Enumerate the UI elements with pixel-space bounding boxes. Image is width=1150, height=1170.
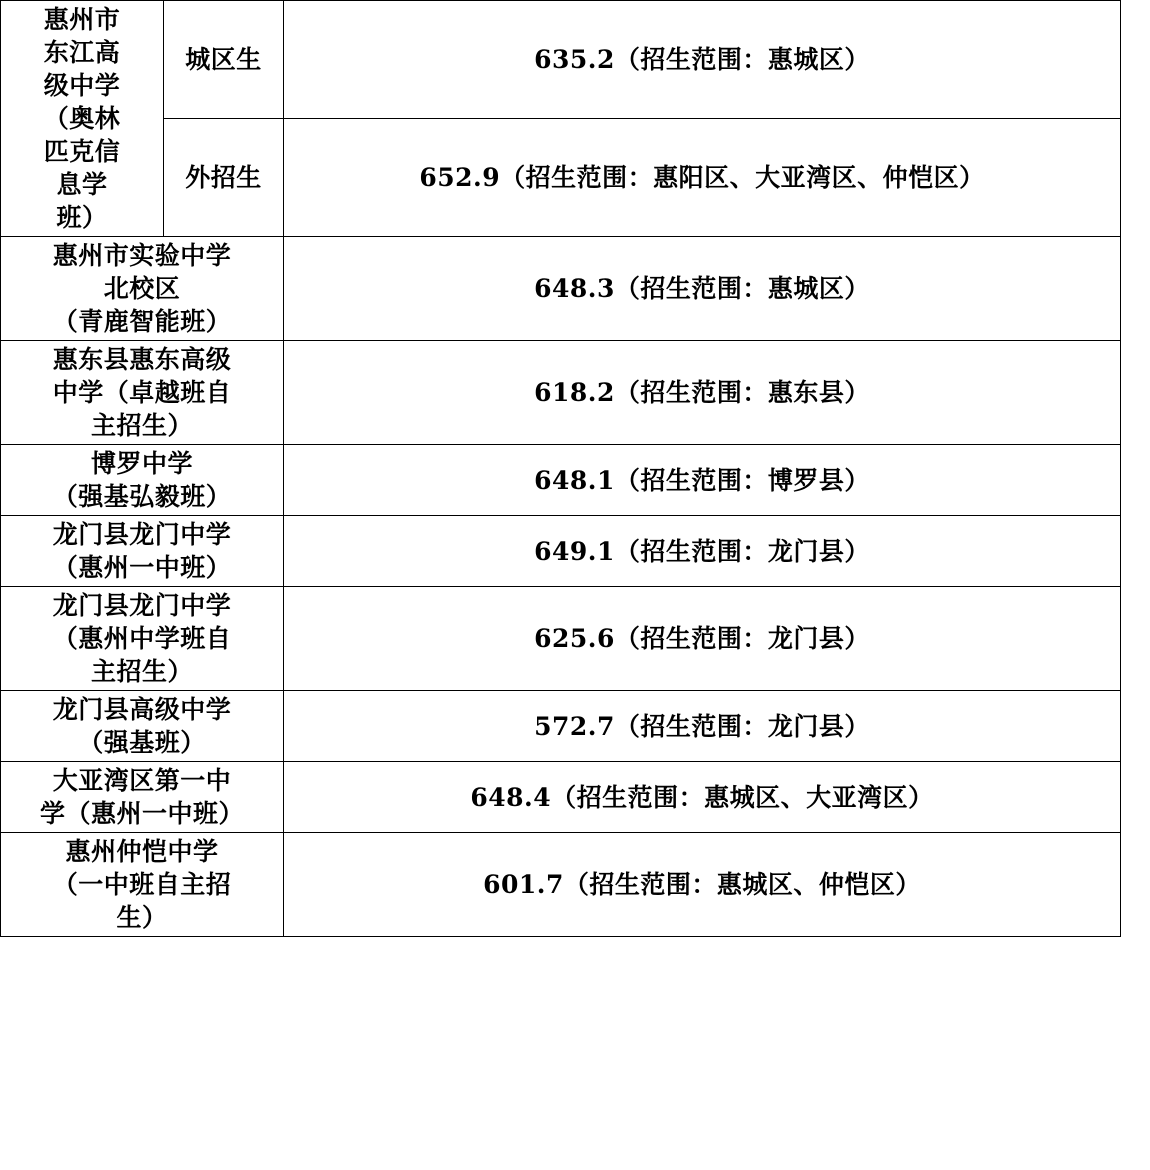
score-cell: 625.6（招生范围：龙门县） (284, 587, 1121, 691)
school-name-line: 级中学 (43, 71, 121, 100)
school-name-cell (1, 237, 284, 341)
school-name-line: 主招生） (90, 657, 193, 686)
school-name-cell (1, 341, 284, 445)
school-name-line: （强基弘毅班） (52, 482, 232, 511)
score-cell: 648.3（招生范围：惠城区） (284, 237, 1121, 341)
table-row (1, 445, 1121, 516)
table-row (1, 341, 1121, 445)
student-category-cell: 城区生 (164, 1, 284, 119)
school-name-line: 惠州市实验中学 (52, 241, 232, 270)
school-name-line: 惠州市 (43, 5, 121, 34)
school-name-line: 中学（卓越班自 (52, 378, 232, 407)
table-row (1, 237, 1121, 341)
school-name-cell (1, 516, 284, 587)
score-cell: 652.9（招生范围：惠阳区、大亚湾区、仲恺区） (284, 119, 1121, 237)
table-row (1, 119, 1121, 237)
table-row (1, 516, 1121, 587)
school-name-line: 龙门县龙门中学 (52, 520, 232, 549)
table-row (1, 587, 1121, 691)
score-cell: 635.2（招生范围：惠城区） (284, 1, 1121, 119)
school-name-line: （奥林 (43, 104, 121, 133)
school-name-line: 匹克信 (43, 137, 121, 166)
school-name-line: 龙门县龙门中学 (52, 591, 232, 620)
school-name-cell (1, 445, 284, 516)
school-name-line: （惠州中学班自 (52, 624, 232, 653)
school-name-cell (1, 587, 284, 691)
school-name-line: 惠州仲恺中学 (65, 837, 219, 866)
school-name-line: 博罗中学 (90, 449, 193, 478)
school-name-line: 息学 (56, 170, 108, 199)
school-name-line: 生） (116, 903, 168, 932)
school-name-cell (1, 1, 164, 237)
school-name-line: 北校区 (103, 274, 181, 303)
school-name-line: 主招生） (90, 411, 193, 440)
score-cell: 618.2（招生范围：惠东县） (284, 341, 1121, 445)
school-name-line: （强基班） (78, 728, 206, 757)
school-name-line: 东江高 (43, 38, 121, 67)
table-row (1, 1, 1121, 119)
score-cell: 601.7（招生范围：惠城区、仲恺区） (284, 833, 1121, 937)
school-name-line: 龙门县高级中学 (52, 695, 232, 724)
student-category-cell: 外招生 (164, 119, 284, 237)
table-row (1, 762, 1121, 833)
school-name-line: 班） (56, 203, 108, 232)
school-name-cell (1, 762, 284, 833)
score-cell: 649.1（招生范围：龙门县） (284, 516, 1121, 587)
school-name-line: 学（惠州一中班） (39, 799, 244, 828)
school-name-cell (1, 691, 284, 762)
school-name-line: 惠东县惠东高级 (52, 345, 232, 374)
score-cell: 648.4（招生范围：惠城区、大亚湾区） (284, 762, 1121, 833)
table-row (1, 691, 1121, 762)
score-cell: 648.1（招生范围：博罗县） (284, 445, 1121, 516)
table-row (1, 833, 1121, 937)
score-cell: 572.7（招生范围：龙门县） (284, 691, 1121, 762)
school-name-line: （青鹿智能班） (52, 307, 232, 336)
school-name-line: （惠州一中班） (52, 553, 232, 582)
school-name-line: （一中班自主招 (52, 870, 232, 899)
school-name-line: 大亚湾区第一中 (52, 766, 232, 795)
school-name-cell (1, 833, 284, 937)
